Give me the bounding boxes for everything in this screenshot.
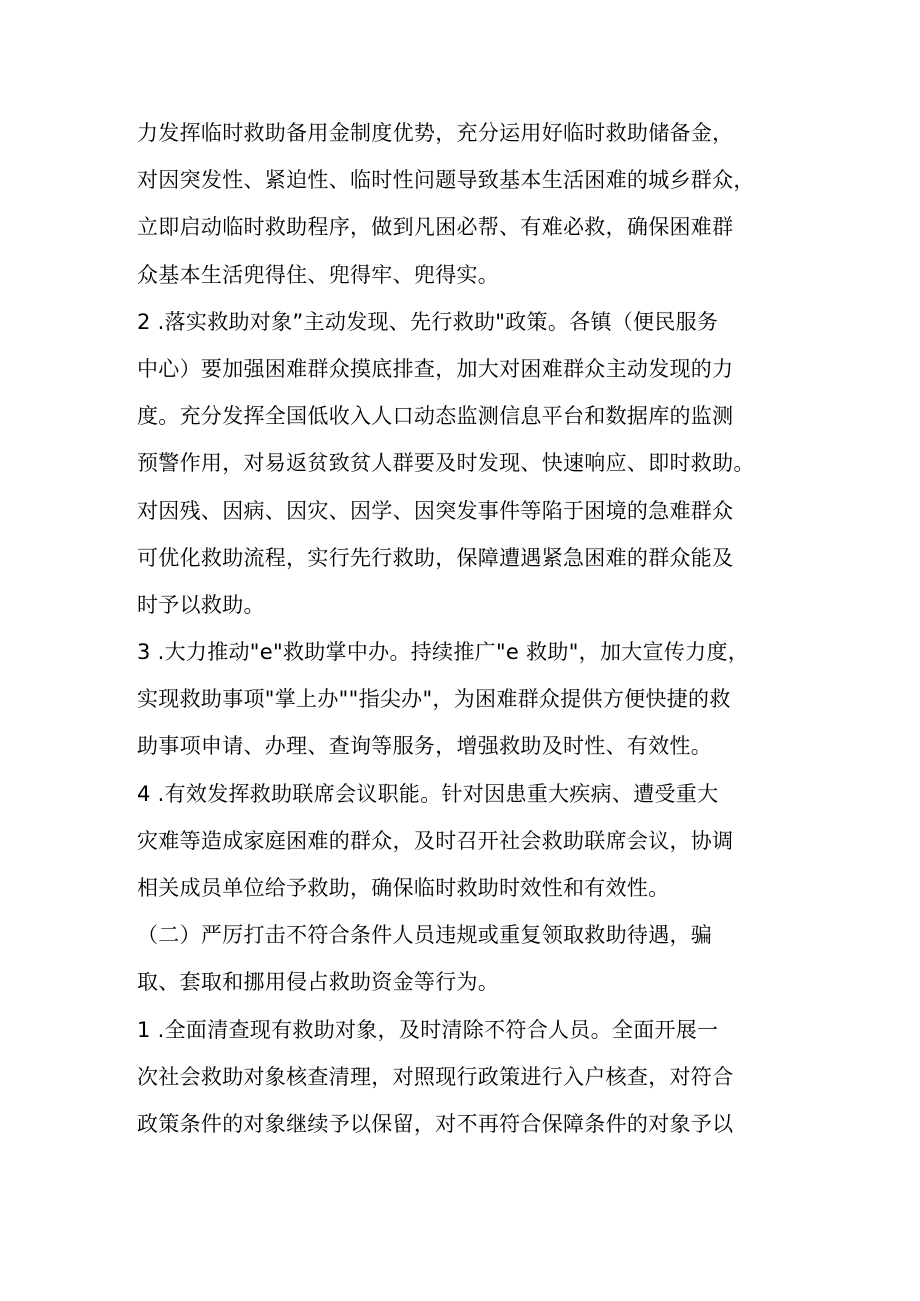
body-text [137, 110, 797, 1148]
text-line: （二）严厉打击不符合条件人员违规或重复领取救助待遇，骗 [137, 923, 713, 948]
text-line: 可优化救助流程，实行先行救助，保障遭遇紧急困难的群众能及 [137, 545, 734, 570]
text-line: 4 .有效发挥救助联席会议职能。针对因患重大疾病、遭受重大 [137, 781, 719, 806]
text-line: 对因突发性、紧迫性、临时性问题导致基本生活困难的城乡群众， [137, 168, 755, 193]
text-line: 政策条件的对象继续予以保留，对不再符合保障条件的对象予以 [137, 1111, 734, 1136]
text-line: 对因残、因病、因灾、因学、因突发事件等陷于困境的急难群众 [137, 498, 734, 523]
text-line: 力发挥临时救助备用金制度优势，充分运用好临时救助储备金， [137, 121, 734, 145]
text-line: 灾难等造成家庭困难的群众，及时召开社会救助联席会议，协调 [137, 828, 734, 853]
text-line: 实现救助事项"掌上办""指尖办"，为困难群众提供方便快捷的救 [137, 687, 731, 712]
text-line: 3 .大力推动"e"救助掌中办。持续推广"e 救助"，加大宣传力度， [137, 640, 750, 665]
text-line: 时予以救助。 [137, 592, 265, 617]
text-line: 取、套取和挪用侵占救助资金等行为。 [137, 970, 500, 995]
text-line: 2 .落实救助对象”主动发现、先行救助"政策。各镇（便民服务 [137, 309, 719, 334]
text-line: 中心）要加强困难群众摸底排查，加大对困难群众主动发现的力 [137, 356, 734, 381]
text-line: 立即启动临时救助程序，做到凡困必帮、有难必救，确保困难群 [137, 215, 734, 240]
text-line: 1 .全面清查现有救助对象，及时清除不符合人员。全面开展一 [137, 1017, 719, 1042]
text-line: 众基本生活兜得住、兜得牢、兜得实。 [137, 262, 500, 287]
text-line: 相关成员单位给予救助，确保临时救助时效性和有效性。 [137, 876, 670, 900]
text-line: 度。充分发挥全国低收入人口动态监测信息平台和数据库的监测 [137, 404, 734, 429]
text-line: 次社会救助对象核查清理，对照现行政策进行入户核查，对符合 [137, 1064, 734, 1089]
text-line: 助事项申请、办理、查询等服务，增强救助及时性、有效性。 [137, 734, 713, 759]
text-line: 预警作用，对易返贫致贫人群要及时发现、快速响应、即时救助。 [137, 451, 755, 476]
